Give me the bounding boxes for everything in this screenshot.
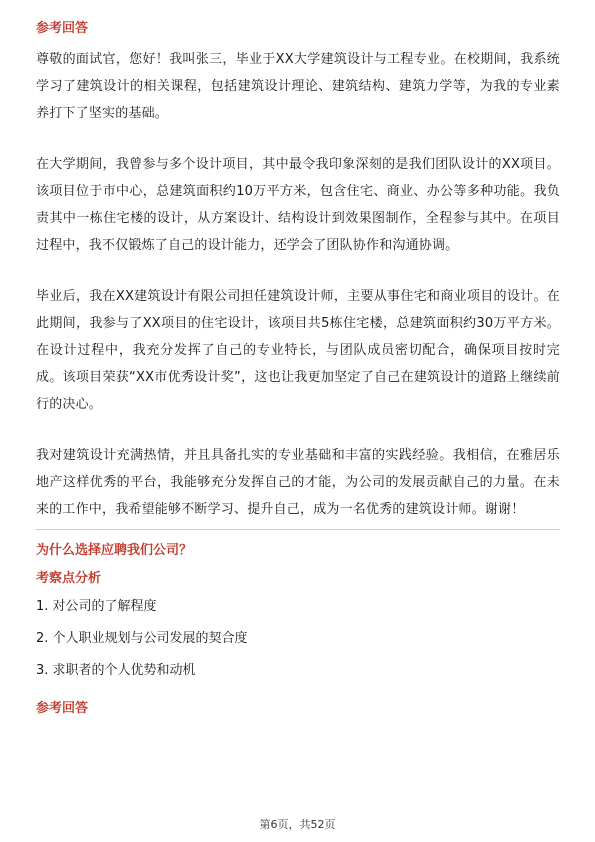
answer-paragraph: 在大学期间，我曾参与多个设计项目，其中最令我印象深刻的是我们团队设计的XX项目。该项目位于市中心，总建筑面积约10万平方米，包含住宅、商业、办公等多种功能。我负责其中一栋住宅楼的设计，从方案设计、结构设计到效果图制作，全程参与其中。在项目过程中，我不仅锻炼了自己的设计能力，还学会了团队协作和沟通协调。 [36,157,560,253]
answer-paragraph: 毕业后，我在XX建筑设计有限公司担任建筑设计师，主要从事住宅和商业项目的设计。在此期间，我参与了XX项目的住宅设计，该项目共5栋住宅楼，总建筑面积约30万平方米。在设计过程中，我充分发挥了自己的专业特长，与团队成员密切配合，确保项目按时完成。该项目荣获“XX市优秀设计奖”，这也让我更加坚定了自己在建筑设计的道路上继续前行的决心。 [36,289,560,412]
analysis-heading: 考察点分析 [36,571,102,586]
section-divider [36,529,560,530]
answer-heading: 参考回答 [36,21,89,36]
page-number: 第6页，共52页 [259,818,336,831]
document-page [36,20,560,718]
question-heading: 为什么选择应聘我们公司？ [36,543,193,558]
analysis-item: 3. 求职者的个人优势和动机 [36,663,196,678]
answer-paragraph: 我对建筑设计充满热情，并且具备扎实的专业基础和丰富的实践经验。我相信，在雅居乐地产这样优秀的平台，我能够充分发挥自己的才能，为公司的发展贡献自己的力量。在未来的工作中，我希望能够不断学习、提升自己，成为一名优秀的建筑设计师。谢谢！ [36,448,560,517]
analysis-item: 1. 对公司的了解程度 [36,599,157,614]
answer-heading: 参考回答 [36,701,89,716]
answer-paragraph: 尊敬的面试官，您好！我叫张三，毕业于XX大学建筑设计与工程专业。在校期间，我系统学习了建筑设计的相关课程，包括建筑设计理论、建筑结构、建筑力学等，为我的专业素养打下了坚实的基础。 [36,52,560,121]
analysis-item: 2. 个人职业规划与公司发展的契合度 [36,631,248,646]
